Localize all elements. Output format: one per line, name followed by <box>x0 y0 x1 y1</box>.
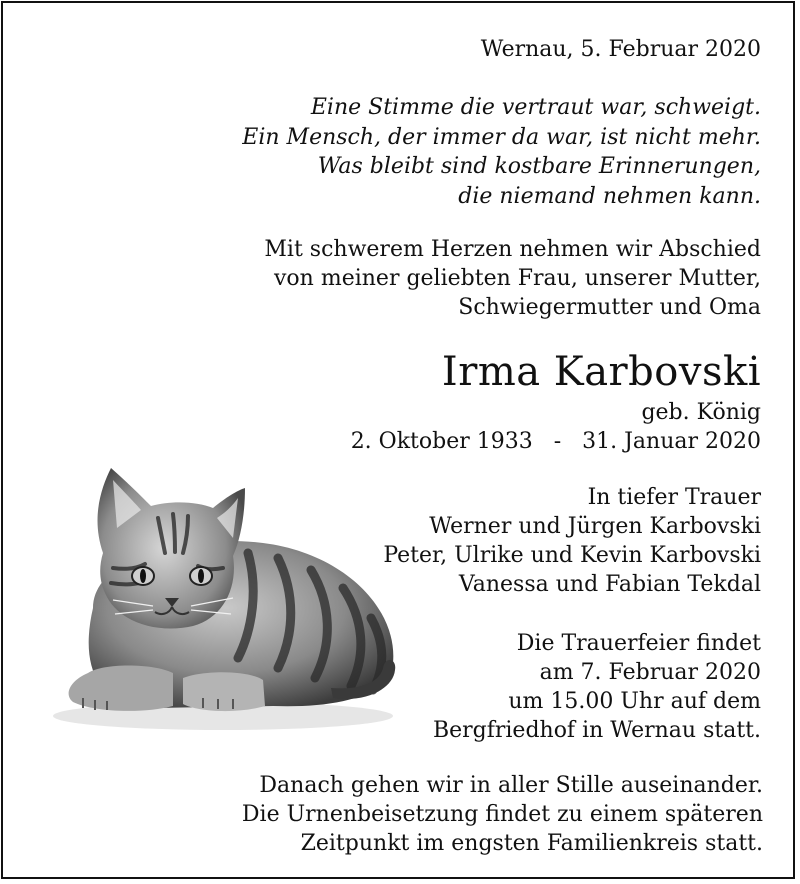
mourners-line: In tiefer Trauer <box>587 485 761 510</box>
intro-line: Mit schwerem Herzen nehmen wir Abschied <box>264 237 761 262</box>
funeral-line: Bergfriedhof in Wernau statt. <box>432 718 761 743</box>
mourners-list <box>383 483 761 599</box>
intro-line: von meiner geliebten Frau, unserer Mutter, <box>274 266 761 291</box>
funeral-info <box>433 629 761 745</box>
funeral-line: um 15.00 Uhr auf dem <box>508 689 761 714</box>
obituary-frame <box>1 1 795 879</box>
poem-line: Eine Stimme die vertraut war, schweigt. <box>310 95 761 120</box>
closing-note <box>242 771 763 858</box>
mourners-line: Peter, Ulrike und Kevin Karbovski <box>383 543 761 568</box>
closing-line: Danach gehen wir in aller Stille auseinander. <box>259 773 763 798</box>
date-line: Wernau, 5. Februar 2020 <box>480 37 761 62</box>
birth-name: geb. König <box>641 400 761 425</box>
poem <box>242 93 761 211</box>
poem-line: Was bleibt sind kostbare Erinnerungen, <box>317 154 761 179</box>
funeral-line: Die Trauerfeier findet <box>516 631 761 656</box>
poem-line: Ein Mensch, der immer da war, ist nicht mehr. <box>242 124 761 150</box>
kitten-photo <box>33 458 403 733</box>
poem-line: die niemand nehmen kann. <box>458 183 761 209</box>
mourners-line: Werner und Jürgen Karbovski <box>429 514 761 539</box>
funeral-line: am 7. Februar 2020 <box>539 660 761 685</box>
intro-line: Schwiegermutter und Oma <box>458 295 761 320</box>
closing-line: Zeitpunkt im engsten Familienkreis statt. <box>300 831 763 856</box>
mourners-line: Vanessa und Fabian Tekdal <box>458 572 761 597</box>
deceased-name: Irma Karbovski <box>441 349 761 395</box>
lifespan-dates: 2. Oktober 1933 - 31. Januar 2020 <box>350 429 761 454</box>
closing-line: Die Urnenbeisetzung findet zu einem späteren <box>241 802 763 827</box>
farewell-intro <box>264 235 761 322</box>
